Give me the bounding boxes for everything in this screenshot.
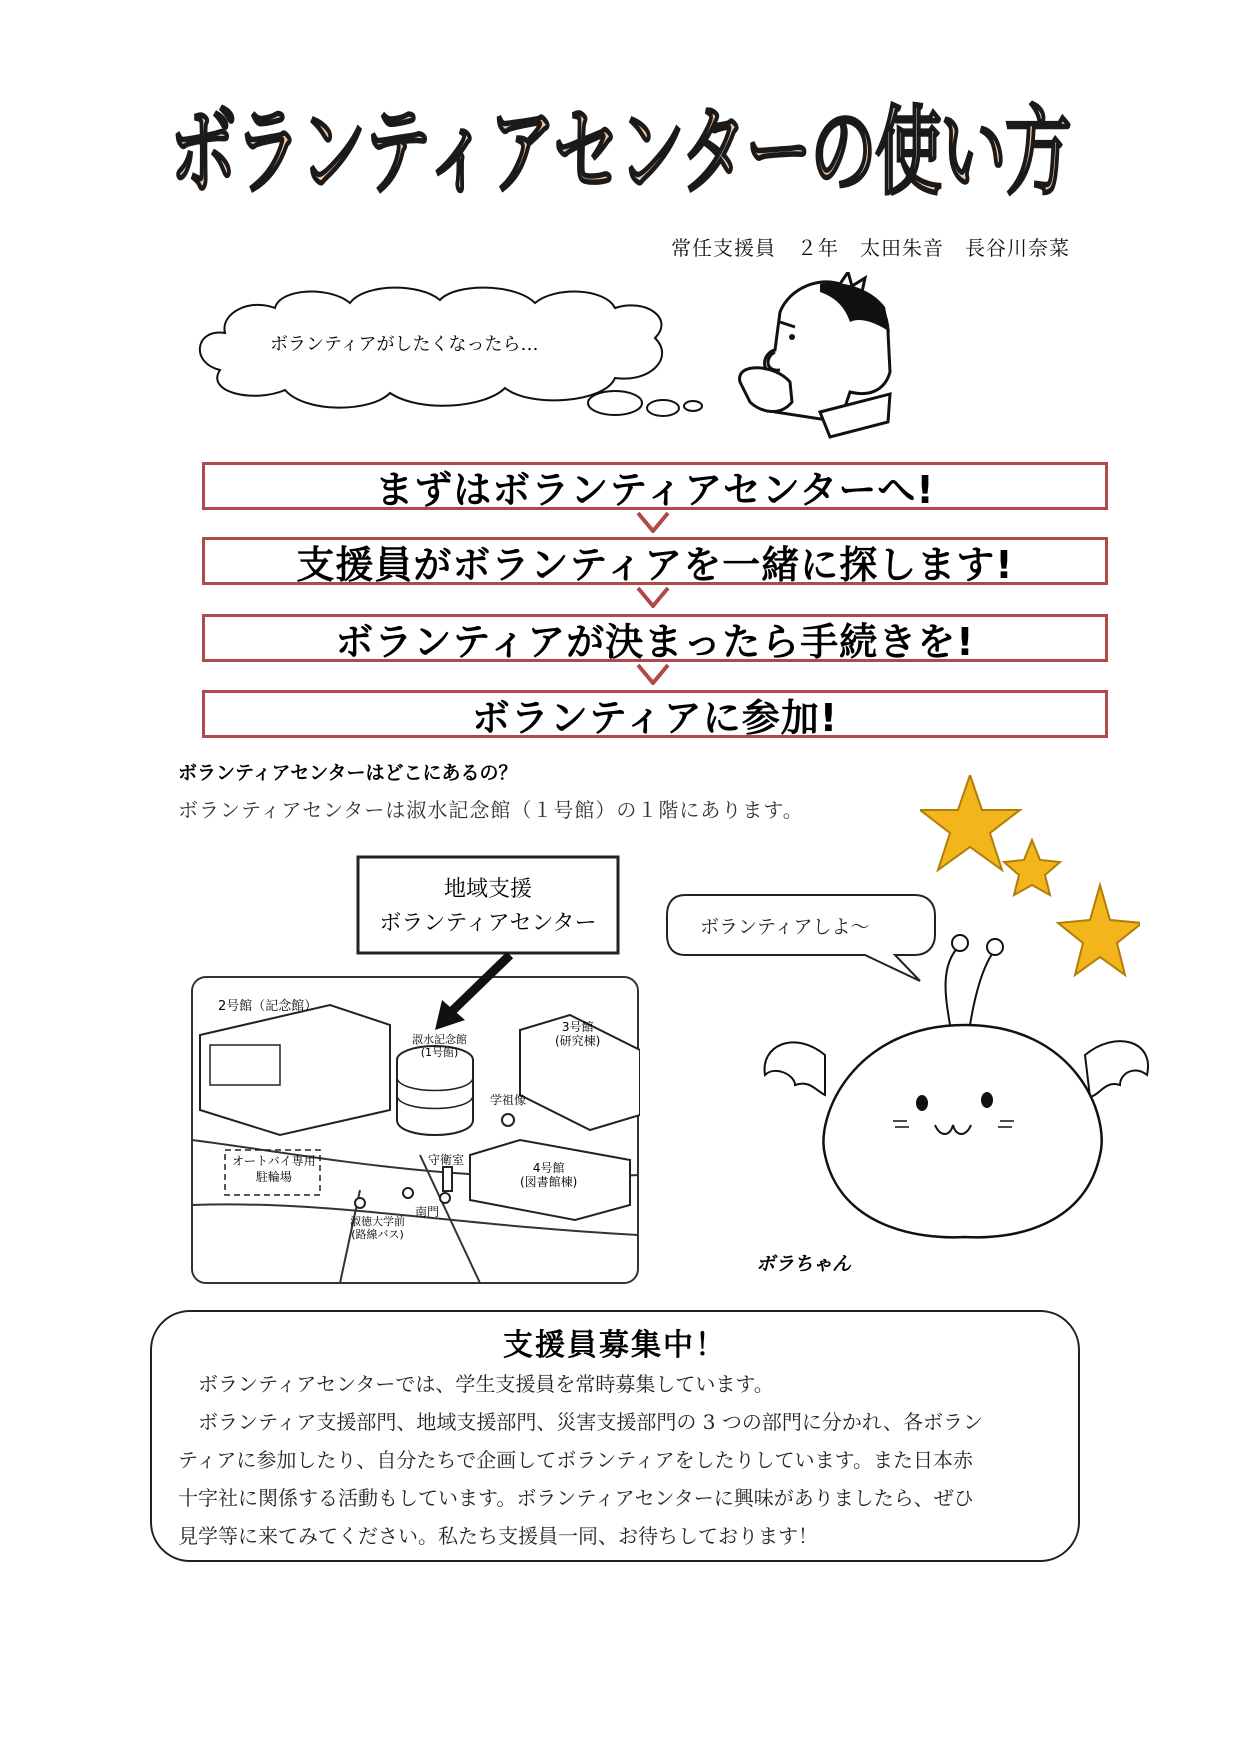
map-label-bldg3	[555, 1020, 600, 1048]
star-icon	[1004, 840, 1060, 895]
recruit-title: 支援員募集中！	[503, 1328, 727, 1363]
map-label-statue: 学祖像	[490, 1093, 527, 1107]
map-label-bike-a: オートバイ専用	[232, 1154, 316, 1168]
map-callout	[358, 873, 618, 941]
speech-bubble-text: ボランティアしよ〜	[700, 916, 870, 938]
map-callout-line2: ボランティアセンター	[379, 911, 597, 936]
thinking-man-illustration	[720, 272, 920, 442]
map-label-bldg3-sub: (研究棟)	[555, 1034, 601, 1048]
recruit-paragraph-2-line-3: 十字社に関係する活動もしています。ボランティアセンターに興味がありましたら、ぜひ	[178, 1486, 974, 1510]
map-label-guard: 守衛室	[428, 1153, 465, 1167]
step-2: 支援員がボランティアを一緒に探します!	[202, 537, 1108, 585]
map-label-bldg1-sub: (1号館)	[420, 1046, 459, 1059]
mascot-name: ボラちゃん	[756, 1253, 852, 1275]
step-arrow-2	[636, 586, 670, 608]
map-label-bldg4-name: 4号館	[532, 1161, 565, 1175]
map-label-bldg2: 2号館（記念館）	[218, 999, 318, 1014]
map-label-bus-a: 淑徳大学前	[350, 1215, 405, 1228]
star-icon	[920, 775, 1020, 870]
map-label-bldg4-sub: (図書館棟)	[520, 1175, 578, 1189]
location-body: ボランティアセンターは淑水記念館（１号館）の１階にあります。	[178, 798, 804, 822]
map-label-bldg4	[520, 1161, 577, 1189]
map-label-bldg3-name: 3号館	[561, 1020, 594, 1034]
thought-text: ボランティアがしたくなったら…	[270, 334, 539, 355]
campus-map	[190, 855, 640, 1285]
map-label-bike-b: 駐輪場	[255, 1170, 292, 1184]
map-label-south-gate: 南門	[415, 1205, 440, 1219]
mascot-illustration	[755, 925, 1160, 1245]
location-heading: ボランティアセンターはどこにあるの？	[178, 762, 518, 784]
map-label-bus-b: (路線バス)	[351, 1228, 404, 1241]
map-label-bike	[232, 1153, 316, 1185]
map-label-bldg1-name: 淑水記念館	[412, 1033, 467, 1046]
map-label-bus	[350, 1215, 405, 1241]
recruit-paragraph-2-line-2: ティアに参加したり、自分たちで企画してボランティアをしたりしています。また日本赤	[178, 1448, 973, 1472]
step-4: ボランティアに参加!	[202, 690, 1108, 738]
page-title-text: ボランティアセンターの使い方	[170, 96, 1070, 208]
map-callout-line1: 地域支援	[443, 877, 532, 902]
map-label-bldg1	[412, 1033, 467, 1059]
recruit-paragraph-1: ボランティアセンターでは、学生支援員を常時募集しています。	[178, 1372, 774, 1396]
step-arrow-1	[636, 511, 670, 533]
recruit-paragraph-2-line-4: 見学等に来てみてください。私たち支援員一同、お待ちしております！	[178, 1524, 818, 1548]
page-title	[150, 80, 1090, 210]
recruit-paragraph-2-line-1: ボランティア支援部門、地域支援部門、災害支援部門の 3 つの部門に分かれ、各ボラン	[178, 1410, 984, 1434]
step-3: ボランティアが決まったら手続きを!	[202, 614, 1108, 662]
step-1: まずはボランティアセンターへ!	[202, 462, 1108, 510]
byline: 常任支援員 ２年 太田朱音 長谷川奈菜	[671, 236, 1070, 260]
step-arrow-3	[636, 663, 670, 685]
